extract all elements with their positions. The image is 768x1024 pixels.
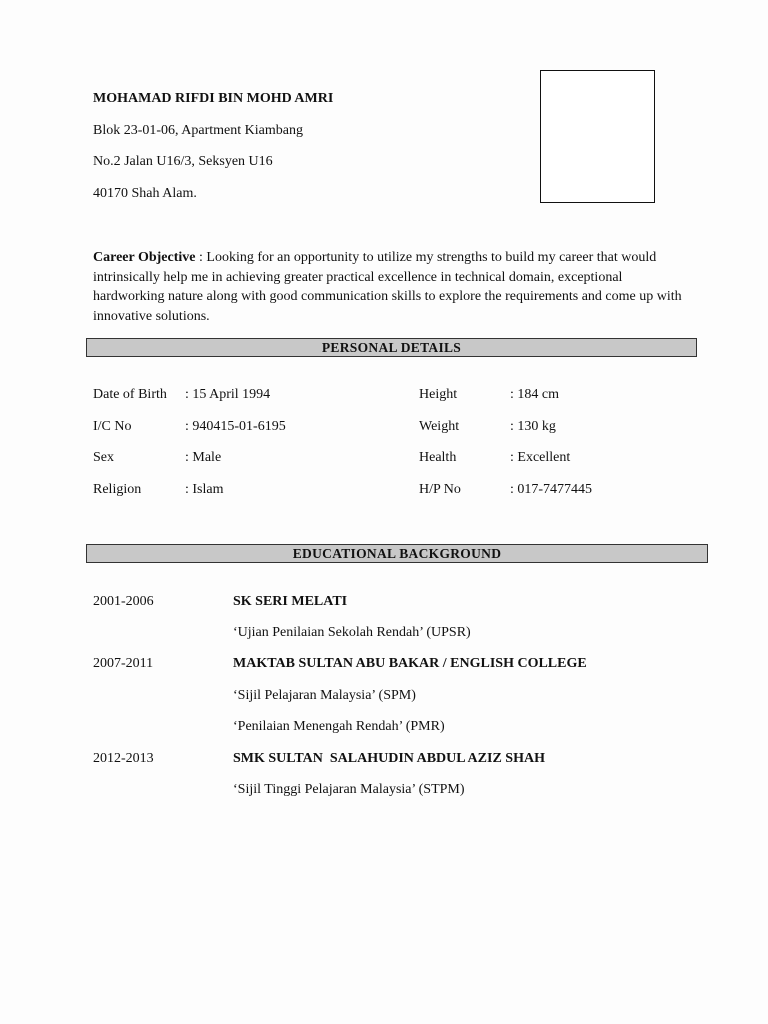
- height-value: : 184 cm: [510, 387, 559, 402]
- weight-value: : 130 kg: [510, 419, 556, 434]
- health-value: : Excellent: [510, 450, 571, 465]
- sex-label: Sex: [93, 450, 114, 465]
- edu-years-1: 2001-2006: [93, 594, 154, 609]
- edu-years-3: 2012-2013: [93, 751, 154, 766]
- career-objective: [93, 248, 693, 326]
- edu-cert-1-1: ‘Ujian Penilaian Sekolah Rendah’ (UPSR): [233, 625, 471, 640]
- career-objective-text: : Looking for an opportunity to utilize my strengths to build my career that would intrinsically help me in achieving greater practical excellence in technical domain, exceptional hardworking nature along with good communication skills to explore the requirements and come up with innovative solutions.: [93, 250, 682, 324]
- hp-label: H/P No: [419, 482, 461, 497]
- sex-value: : Male: [185, 450, 222, 465]
- address-line-2: No.2 Jalan U16/3, Seksyen U16: [93, 154, 273, 169]
- weight-label: Weight: [419, 419, 460, 434]
- edu-years-2: 2007-2011: [93, 656, 154, 671]
- edu-school-3: SMK SULTAN SALAHUDIN ABDUL AZIZ SHAH: [233, 751, 545, 766]
- hp-value: : 017-7477445: [510, 482, 593, 497]
- career-objective-label: Career Objective: [93, 250, 196, 265]
- religion-label: Religion: [93, 482, 142, 497]
- height-label: Height: [419, 387, 458, 402]
- photo-placeholder: [540, 70, 655, 203]
- edu-cert-2-1: ‘Sijil Pelajaran Malaysia’ (SPM): [233, 688, 416, 703]
- ic-value: : 940415-01-6195: [185, 419, 286, 434]
- health-label: Health: [419, 450, 457, 465]
- applicant-name: MOHAMAD RIFDI BIN MOHD AMRI: [93, 91, 334, 106]
- address-line-3: 40170 Shah Alam.: [93, 186, 197, 201]
- dob-label: Date of Birth: [93, 387, 167, 402]
- edu-cert-2-2: ‘Penilaian Menengah Rendah’ (PMR): [233, 719, 445, 734]
- education-header: EDUCATIONAL BACKGROUND: [86, 544, 708, 563]
- religion-value: : Islam: [185, 482, 224, 497]
- ic-label: I/C No: [93, 419, 132, 434]
- edu-cert-3-1: ‘Sijil Tinggi Pelajaran Malaysia’ (STPM): [233, 782, 465, 797]
- address-line-1: Blok 23-01-06, Apartment Kiambang: [93, 123, 303, 138]
- personal-details-header: PERSONAL DETAILS: [86, 338, 697, 357]
- edu-school-2: MAKTAB SULTAN ABU BAKAR / ENGLISH COLLEGE: [233, 656, 587, 671]
- dob-value: : 15 April 1994: [185, 387, 271, 402]
- edu-school-1: SK SERI MELATI: [233, 594, 348, 609]
